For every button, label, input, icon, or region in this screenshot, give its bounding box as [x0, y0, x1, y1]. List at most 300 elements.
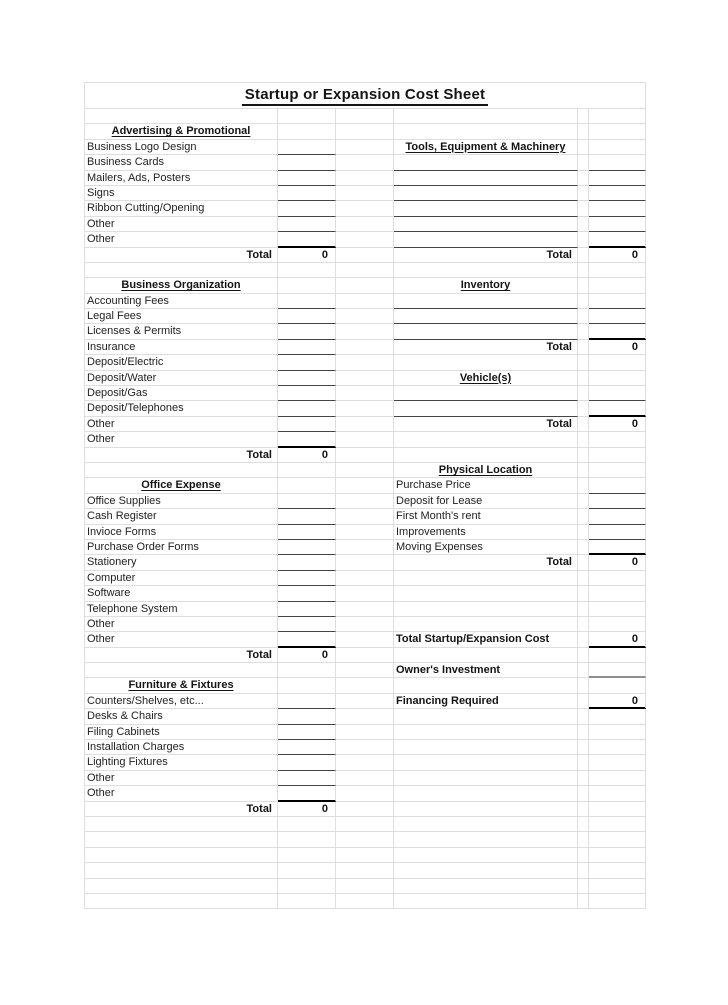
grid-cell [85, 263, 278, 278]
item-label: Deposit for Lease [394, 494, 578, 509]
grid-cell [589, 263, 646, 278]
sheet-row [85, 740, 646, 755]
grid-cell [578, 217, 589, 232]
grid-cell [589, 863, 646, 878]
amount-line [278, 694, 336, 709]
sheet-row [85, 725, 646, 740]
sheet-row [85, 432, 646, 447]
amount-line [278, 386, 336, 401]
item-label: Purchase Price [394, 478, 578, 493]
item-label: Filing Cabinets [85, 725, 278, 740]
sheet-row [85, 848, 646, 863]
grid-cell [278, 879, 336, 894]
grid-cell [336, 632, 394, 647]
item-label: Moving Expenses [394, 540, 578, 555]
item-label: Other [85, 417, 278, 432]
writein-line [394, 401, 578, 416]
grid-cell [589, 817, 646, 832]
item-label: Ribbon Cutting/Opening [85, 201, 278, 216]
grid-cell [589, 848, 646, 863]
amount-line [278, 140, 336, 155]
item-label: Other [85, 786, 278, 801]
grid-cell [578, 602, 589, 617]
sheet-row [85, 217, 646, 232]
section-header: Business Organization [85, 278, 278, 293]
grid-cell [578, 232, 589, 247]
grid-cell [578, 278, 589, 293]
total-label: Total [85, 248, 278, 263]
grid-cell [336, 832, 394, 847]
grid-cell [394, 617, 578, 632]
summary-value: 0 [589, 632, 646, 647]
grid-cell [394, 432, 578, 447]
item-label: Deposit/Water [85, 371, 278, 386]
amount-line [278, 617, 336, 632]
grid-cell [578, 571, 589, 586]
total-label: Total [85, 802, 278, 817]
grid-cell [394, 448, 578, 463]
total-label: Total [85, 448, 278, 463]
grid-cell [578, 755, 589, 770]
writein-line [394, 155, 578, 170]
sheet-row [85, 771, 646, 786]
grid-cell [578, 171, 589, 186]
grid-cell [578, 817, 589, 832]
sheet-row [85, 478, 646, 493]
grid-cell [394, 740, 578, 755]
grid-cell [578, 678, 589, 693]
grid-cell [578, 340, 589, 355]
item-label: Deposit/Gas [85, 386, 278, 401]
amount-line [278, 340, 336, 355]
grid-cell [336, 602, 394, 617]
grid-cell [578, 617, 589, 632]
sheet-row [85, 509, 646, 524]
amount-line [589, 509, 646, 524]
amount-line [589, 217, 646, 232]
sheet-row [85, 401, 646, 416]
item-label: Mailers, Ads, Posters [85, 171, 278, 186]
total-value: 0 [589, 417, 646, 432]
grid-cell [336, 771, 394, 786]
item-label: Computer [85, 571, 278, 586]
grid-cell [578, 525, 589, 540]
grid-cell [578, 155, 589, 170]
summary-value: 0 [589, 694, 646, 709]
grid-cell [278, 278, 336, 293]
grid-cell [336, 294, 394, 309]
amount-line [589, 232, 646, 247]
item-label: Stationery [85, 555, 278, 570]
grid-cell [336, 540, 394, 555]
item-label: Office Supplies [85, 494, 278, 509]
grid-cell [589, 771, 646, 786]
grid-cell [336, 817, 394, 832]
grid-cell [278, 109, 336, 124]
grid-cell [336, 678, 394, 693]
grid-cell [394, 848, 578, 863]
cost-sheet-table [84, 82, 646, 909]
summary-label: Financing Required [394, 694, 578, 709]
item-label: Other [85, 217, 278, 232]
writein-line [394, 217, 578, 232]
grid-cell [336, 863, 394, 878]
grid-cell [578, 401, 589, 416]
amount-line [278, 586, 336, 601]
sheet-row [85, 186, 646, 201]
grid-cell [578, 140, 589, 155]
grid-cell [589, 879, 646, 894]
sheet-row [85, 832, 646, 847]
amount-line [589, 294, 646, 309]
sheet-row [85, 617, 646, 632]
sheet-row [85, 694, 646, 709]
grid-cell [589, 602, 646, 617]
grid-cell [278, 832, 336, 847]
amount-line [278, 602, 336, 617]
grid-cell [578, 324, 589, 339]
grid-cell [589, 709, 646, 724]
grid-cell [336, 263, 394, 278]
item-label: Business Logo Design [85, 140, 278, 155]
grid-cell [578, 894, 589, 909]
grid-cell [589, 802, 646, 817]
grid-cell [578, 555, 589, 570]
grid-cell [394, 602, 578, 617]
grid-cell [394, 571, 578, 586]
sheet-row [85, 586, 646, 601]
item-label: Deposit/Telephones [85, 401, 278, 416]
grid-cell [336, 894, 394, 909]
item-label: Telephone System [85, 602, 278, 617]
grid-cell [336, 140, 394, 155]
grid-cell [394, 124, 578, 139]
grid-cell [589, 586, 646, 601]
amount-line [278, 771, 336, 786]
summary-label: Total Startup/Expansion Cost [394, 632, 578, 647]
grid-cell [589, 448, 646, 463]
grid-cell [578, 417, 589, 432]
grid-cell [589, 832, 646, 847]
grid-cell [589, 617, 646, 632]
sheet-row [85, 448, 646, 463]
amount-line [589, 201, 646, 216]
grid-cell [278, 663, 336, 678]
grid-cell [336, 494, 394, 509]
sheet-row [85, 571, 646, 586]
sheet-row [85, 678, 646, 693]
amount-line [589, 478, 646, 493]
grid-cell [336, 432, 394, 447]
sheet-row [85, 124, 646, 139]
grid-cell [578, 478, 589, 493]
grid-cell [336, 109, 394, 124]
grid-cell [336, 355, 394, 370]
amount-line [278, 525, 336, 540]
sheet-row [85, 632, 646, 647]
amount-line [278, 186, 336, 201]
page-title: Startup or Expansion Cost Sheet [242, 86, 488, 106]
sheet-row [85, 786, 646, 801]
amount-line [278, 155, 336, 170]
sheet-row [85, 755, 646, 770]
grid-cell [336, 324, 394, 339]
sheet-row [85, 201, 646, 216]
grid-cell [578, 879, 589, 894]
grid-cell [278, 263, 336, 278]
grid-cell [578, 432, 589, 447]
grid-cell [578, 725, 589, 740]
amount-line [278, 432, 336, 447]
grid-cell [394, 355, 578, 370]
grid-cell [85, 832, 278, 847]
sheet-row [85, 278, 646, 293]
amount-line [278, 725, 336, 740]
grid-cell [336, 740, 394, 755]
grid-cell [278, 478, 336, 493]
grid-cell [589, 678, 646, 693]
summary-label: Owner's Investment [394, 663, 578, 678]
item-label: Counters/Shelves, etc... [85, 694, 278, 709]
grid-cell [578, 586, 589, 601]
section-header: Physical Location [394, 463, 578, 478]
grid-cell [336, 278, 394, 293]
item-label: Purchase Order Forms [85, 540, 278, 555]
amount-line [278, 555, 336, 570]
total-value: 0 [278, 648, 336, 663]
grid-cell [589, 432, 646, 447]
total-label: Total [394, 248, 578, 263]
grid-cell [578, 263, 589, 278]
item-label: Legal Fees [85, 309, 278, 324]
grid-cell [336, 171, 394, 186]
grid-cell [578, 355, 589, 370]
grid-cell [278, 124, 336, 139]
grid-cell [578, 832, 589, 847]
amount-line [589, 386, 646, 401]
grid-cell [85, 463, 278, 478]
total-label: Total [394, 417, 578, 432]
grid-cell [278, 678, 336, 693]
amount-line [278, 201, 336, 216]
amount-line [589, 525, 646, 540]
grid-cell [578, 709, 589, 724]
sheet-row [85, 879, 646, 894]
grid-cell [85, 848, 278, 863]
total-label: Total [394, 555, 578, 570]
amount-line [589, 324, 646, 339]
item-label: Deposit/Electric [85, 355, 278, 370]
sheet-row [85, 386, 646, 401]
grid-cell [336, 478, 394, 493]
sheet-row [85, 109, 646, 124]
total-value: 0 [278, 448, 336, 463]
grid-cell [336, 725, 394, 740]
grid-cell [589, 355, 646, 370]
grid-cell [578, 463, 589, 478]
grid-cell [336, 509, 394, 524]
grid-cell [336, 694, 394, 709]
grid-cell [589, 740, 646, 755]
grid-cell [394, 894, 578, 909]
amount-line [278, 171, 336, 186]
grid-cell [578, 186, 589, 201]
grid-cell [578, 294, 589, 309]
grid-cell [336, 786, 394, 801]
writein-line [394, 386, 578, 401]
grid-cell [394, 817, 578, 832]
grid-cell [578, 648, 589, 663]
sheet-row [85, 540, 646, 555]
grid-cell [589, 648, 646, 663]
grid-cell [394, 725, 578, 740]
grid-cell [336, 217, 394, 232]
grid-cell [589, 140, 646, 155]
grid-cell [578, 201, 589, 216]
sheet-row [85, 371, 646, 386]
sheet-row [85, 555, 646, 570]
amount-line [589, 171, 646, 186]
total-value: 0 [278, 802, 336, 817]
grid-cell [336, 309, 394, 324]
writein-line [394, 294, 578, 309]
writein-line [394, 171, 578, 186]
section-header: Inventory [394, 278, 578, 293]
sheet-row [85, 863, 646, 878]
grid-cell [336, 848, 394, 863]
amount-line [278, 324, 336, 339]
amount-line [278, 632, 336, 647]
writein-line [394, 201, 578, 216]
sheet-row [85, 894, 646, 909]
writein-line [394, 324, 578, 339]
grid-cell [578, 848, 589, 863]
grid-cell [589, 786, 646, 801]
grid-cell [394, 802, 578, 817]
item-label: Cash Register [85, 509, 278, 524]
grid-cell [336, 232, 394, 247]
grid-cell [85, 817, 278, 832]
grid-cell [589, 124, 646, 139]
grid-cell [85, 879, 278, 894]
grid-cell [336, 340, 394, 355]
grid-cell [578, 109, 589, 124]
grid-cell [394, 586, 578, 601]
amount-line [278, 371, 336, 386]
grid-cell [589, 371, 646, 386]
grid-cell [336, 448, 394, 463]
grid-cell [336, 248, 394, 263]
item-label: Insurance [85, 340, 278, 355]
item-label: Accounting Fees [85, 294, 278, 309]
writein-line [394, 309, 578, 324]
total-label: Total [85, 648, 278, 663]
item-label: Lighting Fixtures [85, 755, 278, 770]
grid-cell [394, 755, 578, 770]
sheet-row [85, 802, 646, 817]
sheet-row [85, 663, 646, 678]
section-header: Office Expense [85, 478, 278, 493]
amount-line [589, 494, 646, 509]
grid-cell [336, 879, 394, 894]
amount-line [278, 540, 336, 555]
grid-cell [336, 555, 394, 570]
grid-cell [336, 371, 394, 386]
total-value: 0 [589, 340, 646, 355]
grid-cell [589, 725, 646, 740]
grid-cell [394, 263, 578, 278]
grid-cell [85, 863, 278, 878]
grid-cell [336, 586, 394, 601]
sheet-row [85, 355, 646, 370]
grid-cell [589, 109, 646, 124]
grid-cell [578, 248, 589, 263]
sheet-row [85, 817, 646, 832]
amount-line [278, 786, 336, 801]
total-value: 0 [278, 248, 336, 263]
item-label: Other [85, 632, 278, 647]
grid-cell [394, 678, 578, 693]
sheet-row [85, 294, 646, 309]
grid-cell [85, 663, 278, 678]
grid-cell [578, 786, 589, 801]
sheet-row [85, 340, 646, 355]
grid-cell [336, 186, 394, 201]
grid-cell [589, 278, 646, 293]
grid-cell [589, 463, 646, 478]
grid-cell [336, 525, 394, 540]
grid-cell [589, 571, 646, 586]
writein-line [394, 232, 578, 247]
grid-cell [336, 155, 394, 170]
total-label: Total [394, 340, 578, 355]
amount-line [278, 740, 336, 755]
grid-cell [336, 201, 394, 216]
sheet-row [85, 248, 646, 263]
grid-cell [578, 632, 589, 647]
grid-cell [336, 663, 394, 678]
grid-cell [336, 709, 394, 724]
grid-cell [336, 617, 394, 632]
item-label: Improvements [394, 525, 578, 540]
grid-cell [336, 386, 394, 401]
amount-line [278, 709, 336, 724]
grid-cell [336, 401, 394, 416]
amount-line [589, 401, 646, 416]
grid-cell [578, 494, 589, 509]
amount-line [278, 417, 336, 432]
grid-cell [336, 124, 394, 139]
grid-cell [578, 694, 589, 709]
grid-cell [578, 863, 589, 878]
amount-line [278, 494, 336, 509]
grid-cell [578, 509, 589, 524]
grid-cell [578, 663, 589, 678]
item-label: Desks & Chairs [85, 709, 278, 724]
sheet-row [85, 232, 646, 247]
sheet-row [85, 494, 646, 509]
item-label: Licenses & Permits [85, 324, 278, 339]
sheet-row [85, 417, 646, 432]
total-value: 0 [589, 248, 646, 263]
grid-cell [589, 894, 646, 909]
grid-cell [578, 124, 589, 139]
sheet-row [85, 140, 646, 155]
grid-cell [336, 755, 394, 770]
amount-line [278, 401, 336, 416]
sheet-row [85, 309, 646, 324]
sheet-row [85, 602, 646, 617]
